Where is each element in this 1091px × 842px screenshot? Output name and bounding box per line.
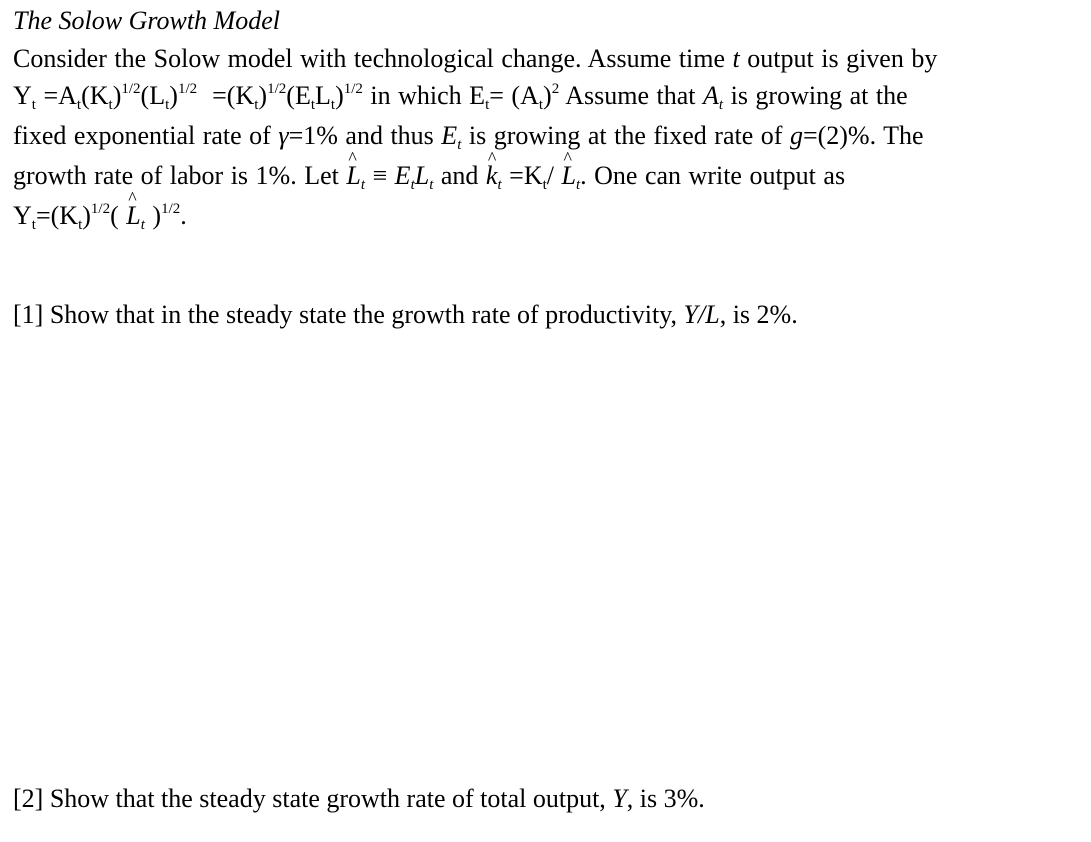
document-page [13,4,1083,236]
intro-paragraph [13,42,1083,236]
intro-line-5: $Y_t=(K_t)^{1/2}$( ^ $L_t$ )$^{1/2}$. [13,196,1083,236]
intro-line-1: Consider the Solow model with technological change. Assume time t output is given by [13,44,938,73]
intro-line-2: $Y_t =A_t(K_t)^{1/2}(L_t)^{1/2} =(K_t)^{1/2}(E_tL_t)^{1/2}$ in which $E_t= (A_t)^2$ Assume that $A_t$ is growing at the [13,81,908,113]
intro-line-4: growth rate of labor is 1%. Let ^ $L_t \equiv E_tL_t$ and ^ $k_t =K_t/$ ^ $L_t$. One can write output as [13,156,1083,196]
question-1: [1] Show that in the steady state the growth rate of productivity, Y/L, is 2%. [13,300,798,329]
document-title: The Solow Growth Model [13,6,280,35]
question-2: [2] Show that the steady state growth rate of total output, Y, is 3%. [13,784,705,813]
intro-line-3: fixed exponential rate of γ=1% and thus $E_t$ is growing at the fixed rate of g=(2)%. The [13,121,924,153]
